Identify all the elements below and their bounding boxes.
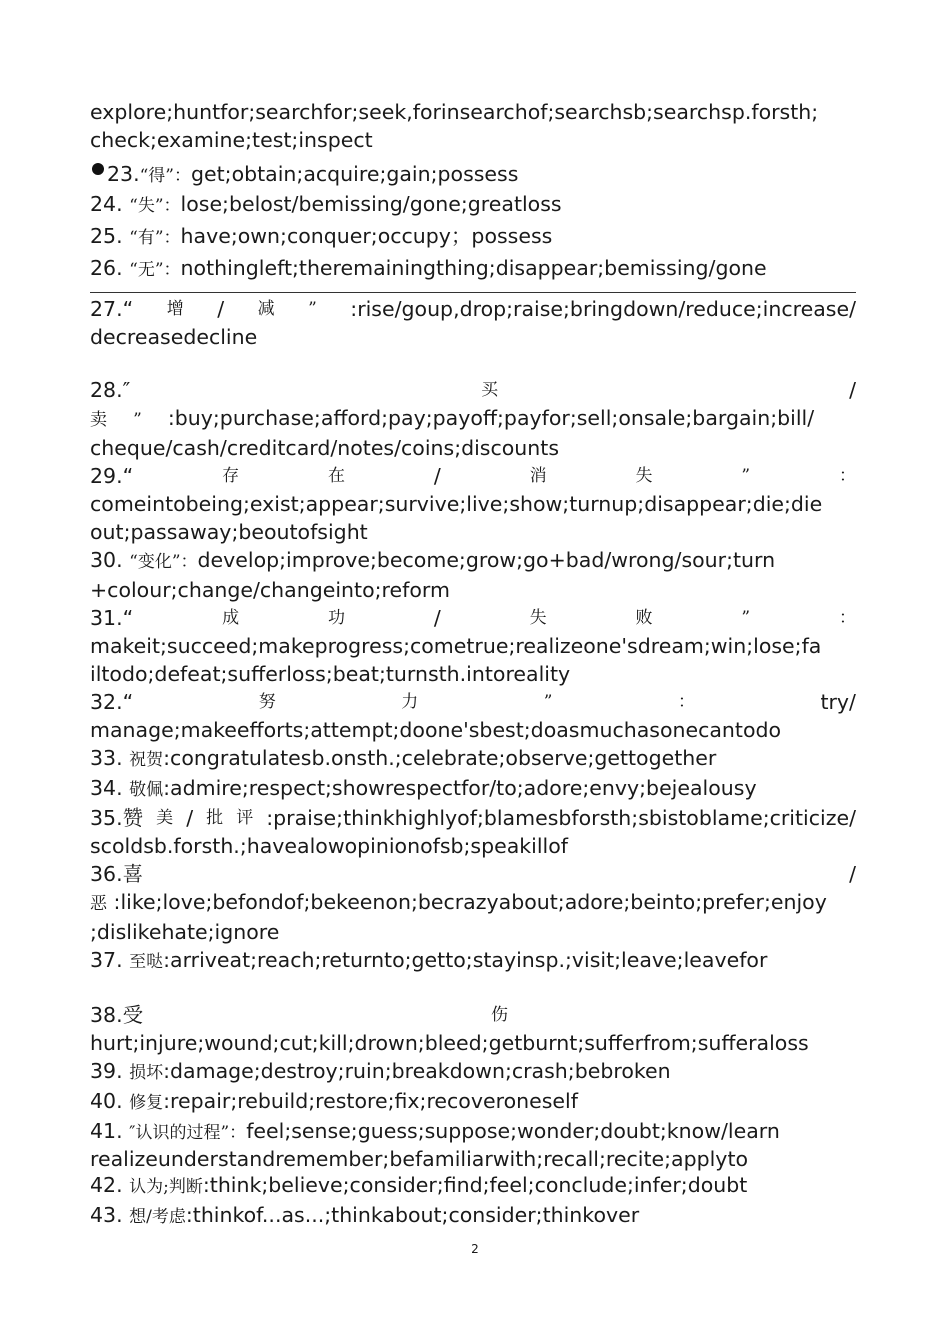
entry-23: 23.“得”：get;obtain;acquire;gain;possess xyxy=(90,160,856,190)
text-line: ;dislikehate;ignore xyxy=(90,920,280,944)
entry-41: 41. ″认识的过程”：feel;sense;guess;suppose;wonder;doubt;know/learn xyxy=(90,1119,780,1143)
entry-28-line2: 卖 ” :buy;purchase;afford;pay;payoff;payfor;sell;onsale;bargain;bill/ xyxy=(90,406,815,430)
page-number: 2 xyxy=(471,1242,479,1256)
entry-42: 42. 认为;判断:think;believe;consider;find;feel;conclude;infer;doubt xyxy=(90,1173,748,1197)
text-line: manage;makeefforts;attempt;doone'sbest;doasmuchasonecantodo xyxy=(90,718,782,742)
entry-37: 37. 至哒:arriveat;reach;returnto;getto;stayinsp.;visit;leave;leavefor xyxy=(90,948,768,972)
text-line: realizeunderstandremember;befamiliarwith;recall;recite;applyto xyxy=(90,1147,749,1171)
entry-33: 33. 祝贺:congratulatesb.onsth.;celebrate;observe;gettogether xyxy=(90,746,717,770)
text-line: check;examine;test;inspect xyxy=(90,128,373,152)
entry-29: 29.“ 存 在 / 消 失 ” ： xyxy=(90,464,856,488)
text-line: comeintobeing;exist;appear;survive;live;show;turnup;disappear;die;die xyxy=(90,492,823,516)
entry-31: 31.“ 成 功 / 失 败 ” ： xyxy=(90,606,856,630)
text-line: scoldsb.forsth.;havealowopinionofsb;speakillof xyxy=(90,834,569,858)
entry-30: 30. “变化”：develop;improve;become;grow;go+bad/wrong/sour;turn xyxy=(90,548,776,572)
text-line: hurt;injure;wound;cut;kill;drown;bleed;getburnt;sufferfrom;sufferaloss xyxy=(90,1031,809,1055)
document-body xyxy=(90,98,856,1231)
text-line: out;passaway;beoutofsight xyxy=(90,520,368,544)
entry-43: 43. 想/考虑:thinkof...as...;thinkabout;consider;thinkover xyxy=(90,1203,640,1227)
text-line: decreasedecline xyxy=(90,325,258,349)
entry-36: 36.喜 / xyxy=(90,862,856,886)
entry-39: 39. 损坏:damage;destroy;ruin;breakdown;crash;bebroken xyxy=(90,1059,671,1083)
entry-35: 35.赞 美 / 批 评 :praise;thinkhighlyof;blamesbforsth;sbistoblame;criticize/ xyxy=(90,806,856,830)
text-line: iltodo;defeat;sufferloss;beat;turnsth.intoreality xyxy=(90,662,571,686)
entry-38: 38.受 伤 xyxy=(90,1003,509,1027)
text-line: +colour;change/changeinto;reform xyxy=(90,578,450,602)
entry-34: 34. 敬佩:admire;respect;showrespectfor/to;adore;envy;bejealousy xyxy=(90,776,757,800)
bullet-icon xyxy=(92,163,104,175)
text-line: explore;huntfor;searchfor;seek,forinsearchof;searchsb;searchsp.forsth; xyxy=(90,100,819,124)
entry-36-line2: 恶 :like;love;befondof;bekeenon;becrazyabout;adore;beinto;prefer;enjoy xyxy=(90,890,827,914)
entry-26: 26. “无”：nothingleft;theremainingthing;disappear;bemissing/gone xyxy=(90,256,767,280)
entry-24: 24. “失”：lose;belost/bemissing/gone;greatloss xyxy=(90,192,562,216)
entry-32: 32.“ 努 力 ” ： try/ xyxy=(90,690,856,714)
divider xyxy=(90,292,856,293)
entry-40: 40. 修复:repair;rebuild;restore;fix;recoveroneself xyxy=(90,1089,578,1113)
entry-25: 25. “有”：have;own;conquer;occupy；possess xyxy=(90,224,553,248)
text-line: cheque/cash/creditcard/notes/coins;discounts xyxy=(90,436,560,460)
entry-28: 28.″ 买 / xyxy=(90,378,856,402)
entry-27: 27.“ 增 / 减 ” :rise/goup,drop;raise;bringdown/reduce;increase/ xyxy=(90,297,856,321)
text-line: makeit;succeed;makeprogress;cometrue;realizeone'sdream;win;lose;fa xyxy=(90,634,822,658)
